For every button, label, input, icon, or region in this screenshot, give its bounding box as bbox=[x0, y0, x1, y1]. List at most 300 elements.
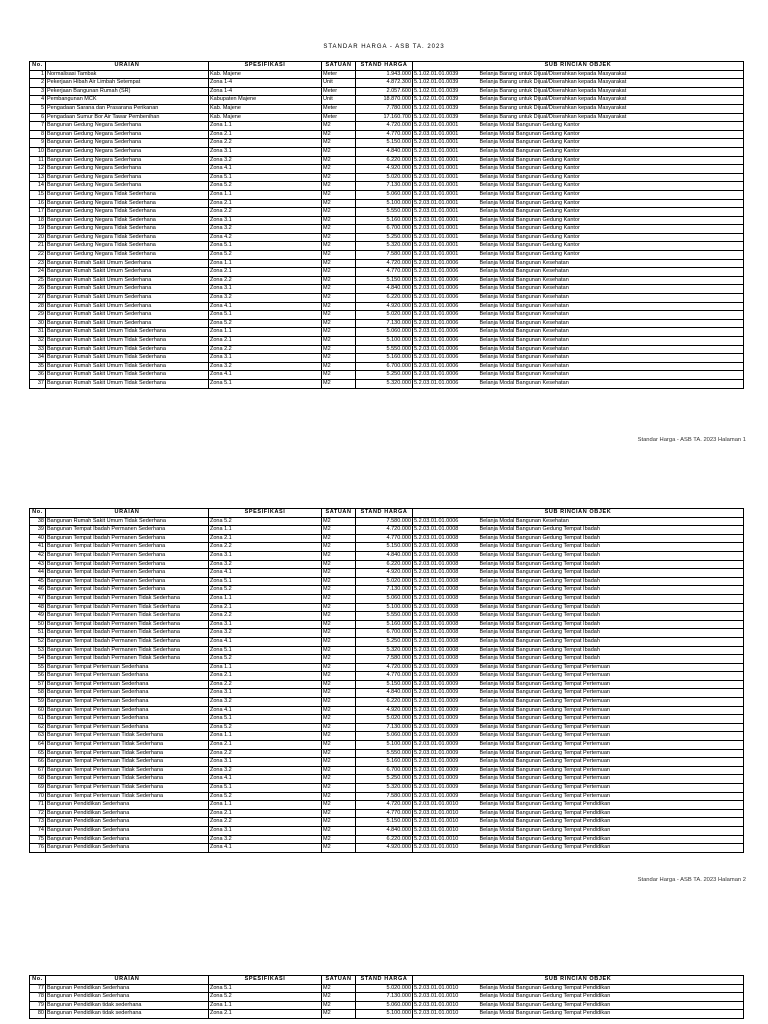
row-kode: 5.2.03.01.01.0001 bbox=[413, 165, 479, 174]
row-spesifikasi: Zona 2.2 bbox=[209, 139, 322, 148]
row-satuan: M2 bbox=[322, 766, 356, 775]
row-spesifikasi: Zona 1.1 bbox=[209, 259, 322, 268]
row-objek: Belanja Modal Bangunan Kesehatan bbox=[479, 268, 744, 277]
table-row bbox=[30, 328, 744, 337]
row-harga: 6.700.000 bbox=[356, 362, 413, 371]
row-satuan: M2 bbox=[322, 526, 356, 535]
row-harga: 4.770.000 bbox=[356, 268, 413, 277]
row-spesifikasi: Zona 3.2 bbox=[209, 156, 322, 165]
table-row bbox=[30, 620, 744, 629]
row-spesifikasi: Zona 2.2 bbox=[209, 543, 322, 552]
page-footer: Standar Harga - ASB TA. 2023 Halaman 2 bbox=[637, 877, 746, 883]
row-harga: 4.840.000 bbox=[356, 826, 413, 835]
row-satuan: M2 bbox=[322, 302, 356, 311]
row-spesifikasi: Zona 1.1 bbox=[209, 1001, 322, 1010]
row-uraian: Normalisasi Tambak bbox=[46, 70, 209, 79]
row-uraian: Bangunan Rumah Sakit Umum Sederhana bbox=[46, 268, 209, 277]
row-number: 58 bbox=[30, 689, 46, 698]
row-spesifikasi: Zona 5.1 bbox=[209, 173, 322, 182]
row-kode: 5.2.03.01.01.0006 bbox=[413, 337, 479, 346]
row-harga: 6.700.000 bbox=[356, 629, 413, 638]
row-objek: Belanja Modal Bangunan Gedung Tempat Pertemuan bbox=[479, 698, 744, 707]
row-kode: 5.2.03.01.01.0009 bbox=[413, 766, 479, 775]
row-harga: 4.720.000 bbox=[356, 122, 413, 131]
row-uraian: Bangunan Rumah Sakit Umum Sederhana bbox=[46, 311, 209, 320]
row-harga: 7.780.000 bbox=[356, 104, 413, 113]
row-kode: 5.2.03.01.01.0006 bbox=[413, 302, 479, 311]
row-kode: 5.2.03.01.01.0010 bbox=[413, 984, 479, 993]
table-row bbox=[30, 715, 744, 724]
row-harga: 5.250.000 bbox=[356, 233, 413, 242]
row-satuan: M2 bbox=[322, 156, 356, 165]
row-objek: Belanja Modal Bangunan Kesehatan bbox=[479, 285, 744, 294]
row-harga: 5.020.000 bbox=[356, 311, 413, 320]
row-harga: 5.250.000 bbox=[356, 637, 413, 646]
row-objek: Belanja Modal Bangunan Kesehatan bbox=[479, 294, 744, 303]
row-satuan: M2 bbox=[322, 723, 356, 732]
header-sub-rincian-objek: SUB RINCIAN OBJEK bbox=[413, 509, 744, 518]
row-spesifikasi: Zona 4.1 bbox=[209, 371, 322, 380]
row-number: 23 bbox=[30, 259, 46, 268]
row-spesifikasi: Zona 5.2 bbox=[209, 586, 322, 595]
row-number: 34 bbox=[30, 354, 46, 363]
row-spesifikasi: Zona 3.1 bbox=[209, 285, 322, 294]
row-spesifikasi: Zona 3.1 bbox=[209, 826, 322, 835]
row-uraian: Bangunan Pendidikan tidak sederhana bbox=[46, 1001, 209, 1010]
row-objek: Belanja Modal Bangunan Gedung Tempat Ibadah bbox=[479, 569, 744, 578]
row-number: 17 bbox=[30, 208, 46, 217]
price-table-page-2 bbox=[29, 508, 744, 853]
row-harga: 5.160.000 bbox=[356, 354, 413, 363]
table-row bbox=[30, 362, 744, 371]
row-number: 22 bbox=[30, 251, 46, 260]
table-row bbox=[30, 242, 744, 251]
row-objek: Belanja Modal Bangunan Kesehatan bbox=[479, 379, 744, 388]
row-harga: 5.100.000 bbox=[356, 741, 413, 750]
row-kode: 5.2.03.01.01.0006 bbox=[413, 294, 479, 303]
row-number: 41 bbox=[30, 543, 46, 552]
row-uraian: Bangunan Gedung Negara Sederhana bbox=[46, 173, 209, 182]
row-uraian: Bangunan Tempat Pertemuan Tidak Sederhana bbox=[46, 732, 209, 741]
row-spesifikasi: Zona 2.2 bbox=[209, 345, 322, 354]
row-harga: 18.870.000 bbox=[356, 96, 413, 105]
row-objek: Belanja Modal Bangunan Gedung Kantor bbox=[479, 173, 744, 182]
row-spesifikasi: Zona 1.1 bbox=[209, 801, 322, 810]
row-harga: 7.580.000 bbox=[356, 251, 413, 260]
row-uraian: Bangunan Gedung Negara Sederhana bbox=[46, 156, 209, 165]
row-kode: 5.2.03.01.01.0008 bbox=[413, 637, 479, 646]
row-satuan: M2 bbox=[322, 285, 356, 294]
row-uraian: Bangunan Tempat Ibadah Permanen Tidak Sederhana bbox=[46, 655, 209, 664]
row-spesifikasi: Zona 5.2 bbox=[209, 182, 322, 191]
table-row bbox=[30, 130, 744, 139]
row-satuan: M2 bbox=[322, 517, 356, 526]
row-uraian: Bangunan Tempat Ibadah Permanen Sederhana bbox=[46, 586, 209, 595]
row-satuan: Meter bbox=[322, 70, 356, 79]
row-uraian: Bangunan Tempat Pertemuan Sederhana bbox=[46, 723, 209, 732]
row-spesifikasi: Zona 2.2 bbox=[209, 680, 322, 689]
row-objek: Belanja Modal Bangunan Gedung Tempat Pertemuan bbox=[479, 741, 744, 750]
header-stand-harga: STAND HARGA bbox=[356, 976, 413, 985]
row-number: 42 bbox=[30, 551, 46, 560]
table-row bbox=[30, 844, 744, 853]
row-uraian: Bangunan Tempat Ibadah Permanen Sederhana bbox=[46, 526, 209, 535]
row-satuan: M2 bbox=[322, 233, 356, 242]
row-kode: 5.2.03.01.01.0006 bbox=[413, 371, 479, 380]
row-harga: 5.150.000 bbox=[356, 276, 413, 285]
row-harga: 4.920.000 bbox=[356, 165, 413, 174]
row-number: 79 bbox=[30, 1001, 46, 1010]
row-uraian: Bangunan Tempat Pertemuan Sederhana bbox=[46, 715, 209, 724]
row-satuan: M2 bbox=[322, 741, 356, 750]
row-spesifikasi: Zona 2.1 bbox=[209, 337, 322, 346]
table-row bbox=[30, 319, 744, 328]
row-kode: 5.2.03.01.01.0001 bbox=[413, 173, 479, 182]
row-uraian: Pengadaan Sumur Bor Air Tawar Pembenihan bbox=[46, 113, 209, 122]
table-row bbox=[30, 732, 744, 741]
table-row bbox=[30, 801, 744, 810]
row-satuan: M2 bbox=[322, 792, 356, 801]
row-number: 66 bbox=[30, 758, 46, 767]
row-number: 69 bbox=[30, 784, 46, 793]
row-satuan: Meter bbox=[322, 104, 356, 113]
row-uraian: Bangunan Tempat Ibadah Permanen Tidak Sederhana bbox=[46, 629, 209, 638]
row-harga: 5.020.000 bbox=[356, 984, 413, 993]
row-uraian: Bangunan Pendidikan Sederhana bbox=[46, 835, 209, 844]
row-spesifikasi: Zona 5.1 bbox=[209, 646, 322, 655]
row-number: 20 bbox=[30, 233, 46, 242]
row-number: 21 bbox=[30, 242, 46, 251]
row-kode: 5.2.03.01.01.0008 bbox=[413, 586, 479, 595]
row-spesifikasi: Zona 2.1 bbox=[209, 199, 322, 208]
row-number: 39 bbox=[30, 526, 46, 535]
row-satuan: M2 bbox=[322, 844, 356, 853]
row-kode: 5.2.03.01.01.0006 bbox=[413, 276, 479, 285]
row-harga: 5.250.000 bbox=[356, 775, 413, 784]
row-satuan: M2 bbox=[322, 130, 356, 139]
row-uraian: Bangunan Tempat Pertemuan Tidak Sederhana bbox=[46, 749, 209, 758]
table-row bbox=[30, 1010, 744, 1019]
row-kode: 5.2.03.01.01.0009 bbox=[413, 706, 479, 715]
row-spesifikasi: Zona 2.2 bbox=[209, 208, 322, 217]
table-row bbox=[30, 637, 744, 646]
row-objek: Belanja Modal Bangunan Gedung Tempat Ibadah bbox=[479, 543, 744, 552]
row-number: 35 bbox=[30, 362, 46, 371]
row-uraian: Pengadaan Sarana dan Prasarana Perikanan bbox=[46, 104, 209, 113]
row-kode: 5.2.03.01.01.0009 bbox=[413, 689, 479, 698]
row-kode: 5.2.03.01.01.0001 bbox=[413, 190, 479, 199]
row-satuan: M2 bbox=[322, 354, 356, 363]
row-harga: 5.150.000 bbox=[356, 543, 413, 552]
row-satuan: M2 bbox=[322, 603, 356, 612]
row-uraian: Bangunan Tempat Pertemuan Tidak Sederhana bbox=[46, 766, 209, 775]
table-row bbox=[30, 672, 744, 681]
row-kode: 5.2.03.01.01.0008 bbox=[413, 646, 479, 655]
row-harga: 4.920.000 bbox=[356, 706, 413, 715]
row-uraian: Bangunan Pendidikan Sederhana bbox=[46, 844, 209, 853]
table-row bbox=[30, 655, 744, 664]
row-spesifikasi: Zona 5.1 bbox=[209, 784, 322, 793]
row-harga: 6.220.000 bbox=[356, 698, 413, 707]
row-satuan: M2 bbox=[322, 534, 356, 543]
row-objek: Belanja Modal Bangunan Gedung Tempat Pertemuan bbox=[479, 715, 744, 724]
row-number: 49 bbox=[30, 612, 46, 621]
row-objek: Belanja Modal Bangunan Gedung Tempat Pertemuan bbox=[479, 723, 744, 732]
row-kode: 5.2.03.01.01.0006 bbox=[413, 268, 479, 277]
row-kode: 5.2.03.01.01.0001 bbox=[413, 199, 479, 208]
row-kode: 5.2.03.01.01.0006 bbox=[413, 517, 479, 526]
row-objek: Belanja Modal Bangunan Gedung Kantor bbox=[479, 251, 744, 260]
row-number: 46 bbox=[30, 586, 46, 595]
row-spesifikasi: Zona 5.2 bbox=[209, 655, 322, 664]
table-row bbox=[30, 165, 744, 174]
row-kode: 5.2.03.01.01.0008 bbox=[413, 577, 479, 586]
row-number: 76 bbox=[30, 844, 46, 853]
row-objek: Belanja Modal Bangunan Gedung Tempat Pertemuan bbox=[479, 792, 744, 801]
row-kode: 5.2.03.01.01.0008 bbox=[413, 612, 479, 621]
row-kode: 5.2.03.01.01.0010 bbox=[413, 826, 479, 835]
table-row bbox=[30, 182, 744, 191]
row-objek: Belanja Modal Bangunan Gedung Tempat Pertemuan bbox=[479, 732, 744, 741]
table-header-row bbox=[30, 509, 744, 518]
row-spesifikasi: Zona 5.2 bbox=[209, 792, 322, 801]
row-objek: Belanja Modal Bangunan Gedung Tempat Pertemuan bbox=[479, 758, 744, 767]
row-kode: 5.2.03.01.01.0001 bbox=[413, 208, 479, 217]
row-number: 6 bbox=[30, 113, 46, 122]
row-kode: 5.2.03.01.01.0001 bbox=[413, 251, 479, 260]
row-spesifikasi: Zona 1.1 bbox=[209, 732, 322, 741]
row-uraian: Bangunan Tempat Ibadah Permanen Sederhana bbox=[46, 543, 209, 552]
row-number: 43 bbox=[30, 560, 46, 569]
row-spesifikasi: Zona 5.1 bbox=[209, 242, 322, 251]
row-kode: 5.2.03.01.01.0006 bbox=[413, 328, 479, 337]
row-harga: 5.100.000 bbox=[356, 603, 413, 612]
row-spesifikasi: Kab. Majene bbox=[209, 104, 322, 113]
table-row bbox=[30, 826, 744, 835]
row-kode: 5.2.03.01.01.0008 bbox=[413, 620, 479, 629]
row-kode: 5.2.03.01.01.0010 bbox=[413, 801, 479, 810]
row-kode: 5.2.03.01.01.0001 bbox=[413, 242, 479, 251]
row-satuan: M2 bbox=[322, 993, 356, 1002]
row-satuan: M2 bbox=[322, 758, 356, 767]
row-satuan: M2 bbox=[322, 1001, 356, 1010]
table-row bbox=[30, 1001, 744, 1010]
row-harga: 4.872.300 bbox=[356, 79, 413, 88]
row-satuan: M2 bbox=[322, 984, 356, 993]
row-satuan: M2 bbox=[322, 1010, 356, 1019]
row-number: 40 bbox=[30, 534, 46, 543]
row-harga: 5.020.000 bbox=[356, 715, 413, 724]
row-spesifikasi: Zona 2.2 bbox=[209, 749, 322, 758]
row-objek: Belanja Modal Bangunan Gedung Tempat Ibadah bbox=[479, 586, 744, 595]
row-uraian: Bangunan Rumah Sakit Umum Tidak Sederhana bbox=[46, 337, 209, 346]
row-uraian: Bangunan Pendidikan Sederhana bbox=[46, 818, 209, 827]
row-satuan: M2 bbox=[322, 663, 356, 672]
row-uraian: Bangunan Gedung Negara Tidak Sederhana bbox=[46, 208, 209, 217]
table-row bbox=[30, 526, 744, 535]
row-uraian: Bangunan Tempat Ibadah Permanen Tidak Sederhana bbox=[46, 637, 209, 646]
row-harga: 5.150.000 bbox=[356, 139, 413, 148]
row-kode: 5.2.03.01.01.0008 bbox=[413, 603, 479, 612]
row-spesifikasi: Zona 1.1 bbox=[209, 190, 322, 199]
row-uraian: Bangunan Pendidikan Sederhana bbox=[46, 993, 209, 1002]
header-no: No. bbox=[30, 976, 46, 985]
row-number: 56 bbox=[30, 672, 46, 681]
row-objek: Belanja Barang untuk Dijual/Diserahkan kepada Masyarakat bbox=[479, 70, 744, 79]
row-spesifikasi: Zona 3.2 bbox=[209, 629, 322, 638]
table-row bbox=[30, 156, 744, 165]
table-row bbox=[30, 122, 744, 131]
row-satuan: M2 bbox=[322, 328, 356, 337]
row-number: 59 bbox=[30, 698, 46, 707]
row-number: 10 bbox=[30, 147, 46, 156]
table-header-row bbox=[30, 976, 744, 985]
row-number: 53 bbox=[30, 646, 46, 655]
table-row bbox=[30, 233, 744, 242]
table-row bbox=[30, 603, 744, 612]
row-objek: Belanja Modal Bangunan Kesehatan bbox=[479, 319, 744, 328]
row-uraian: Bangunan Tempat Pertemuan Sederhana bbox=[46, 663, 209, 672]
row-objek: Belanja Modal Bangunan Gedung Tempat Pertemuan bbox=[479, 706, 744, 715]
row-uraian: Bangunan Tempat Ibadah Permanen Sederhana bbox=[46, 551, 209, 560]
row-objek: Belanja Barang untuk Dijual/Diserahkan kepada Masyarakat bbox=[479, 104, 744, 113]
row-uraian: Bangunan Gedung Negara Tidak Sederhana bbox=[46, 216, 209, 225]
row-objek: Belanja Modal Bangunan Gedung Tempat Pertemuan bbox=[479, 784, 744, 793]
table-row bbox=[30, 612, 744, 621]
row-objek: Belanja Modal Bangunan Gedung Tempat Ibadah bbox=[479, 594, 744, 603]
row-objek: Belanja Modal Bangunan Gedung Kantor bbox=[479, 242, 744, 251]
row-uraian: Bangunan Tempat Pertemuan Tidak Sederhana bbox=[46, 792, 209, 801]
row-uraian: Bangunan Rumah Sakit Umum Tidak Sederhana bbox=[46, 362, 209, 371]
row-harga: 5.150.000 bbox=[356, 680, 413, 689]
row-satuan: M2 bbox=[322, 577, 356, 586]
row-harga: 4.720.000 bbox=[356, 663, 413, 672]
table-row bbox=[30, 294, 744, 303]
row-number: 60 bbox=[30, 706, 46, 715]
row-number: 77 bbox=[30, 984, 46, 993]
table-row bbox=[30, 663, 744, 672]
row-kode: 5.2.03.01.01.0001 bbox=[413, 233, 479, 242]
row-spesifikasi: Zona 4.1 bbox=[209, 637, 322, 646]
row-uraian: Bangunan Rumah Sakit Umum Sederhana bbox=[46, 276, 209, 285]
row-uraian: Bangunan Pendidikan Sederhana bbox=[46, 801, 209, 810]
row-objek: Belanja Modal Bangunan Gedung Tempat Ibadah bbox=[479, 620, 744, 629]
row-harga: 4.770.000 bbox=[356, 809, 413, 818]
row-number: 47 bbox=[30, 594, 46, 603]
row-spesifikasi: Zona 3.1 bbox=[209, 689, 322, 698]
row-satuan: M2 bbox=[322, 147, 356, 156]
row-uraian: Bangunan Rumah Sakit Umum Tidak Sederhana bbox=[46, 371, 209, 380]
table-row bbox=[30, 371, 744, 380]
row-spesifikasi: Zona 3.2 bbox=[209, 835, 322, 844]
row-satuan: M2 bbox=[322, 569, 356, 578]
row-kode: 5.2.03.01.01.0010 bbox=[413, 1001, 479, 1010]
table-row bbox=[30, 577, 744, 586]
row-kode: 5.2.03.01.01.0008 bbox=[413, 655, 479, 664]
row-spesifikasi: Kab. Majene bbox=[209, 113, 322, 122]
table-row bbox=[30, 285, 744, 294]
row-number: 50 bbox=[30, 620, 46, 629]
row-kode: 5.2.03.01.01.0008 bbox=[413, 534, 479, 543]
row-harga: 5.320.000 bbox=[356, 784, 413, 793]
table-row bbox=[30, 723, 744, 732]
table-row bbox=[30, 147, 744, 156]
row-harga: 5.160.000 bbox=[356, 216, 413, 225]
row-spesifikasi: Zona 5.1 bbox=[209, 379, 322, 388]
row-uraian: Pekerjaan Bangunan Rumah (SR) bbox=[46, 87, 209, 96]
row-number: 54 bbox=[30, 655, 46, 664]
row-harga: 7.130.000 bbox=[356, 993, 413, 1002]
row-kode: 5.2.03.01.01.0001 bbox=[413, 156, 479, 165]
row-kode: 5.2.03.01.01.0008 bbox=[413, 629, 479, 638]
row-harga: 4.840.000 bbox=[356, 689, 413, 698]
row-number: 26 bbox=[30, 285, 46, 294]
row-objek: Belanja Modal Bangunan Gedung Tempat Pendidikan bbox=[479, 984, 744, 993]
row-spesifikasi: Zona 3.1 bbox=[209, 354, 322, 363]
row-number: 8 bbox=[30, 130, 46, 139]
row-spesifikasi: Zona 3.2 bbox=[209, 362, 322, 371]
row-spesifikasi: Zona 2.1 bbox=[209, 809, 322, 818]
row-harga: 7.130.000 bbox=[356, 319, 413, 328]
row-kode: 5.2.03.01.01.0001 bbox=[413, 147, 479, 156]
row-objek: Belanja Modal Bangunan Kesehatan bbox=[479, 362, 744, 371]
row-satuan: M2 bbox=[322, 689, 356, 698]
row-satuan: M2 bbox=[322, 586, 356, 595]
row-spesifikasi: Zona 5.2 bbox=[209, 251, 322, 260]
row-spesifikasi: Zona 2.1 bbox=[209, 672, 322, 681]
row-satuan: M2 bbox=[322, 182, 356, 191]
row-kode: 5.2.03.01.01.0008 bbox=[413, 569, 479, 578]
table-row bbox=[30, 251, 744, 260]
row-satuan: M2 bbox=[322, 216, 356, 225]
row-satuan: M2 bbox=[322, 225, 356, 234]
row-harga: 5.060.000 bbox=[356, 594, 413, 603]
row-satuan: Meter bbox=[322, 87, 356, 96]
row-harga: 5.060.000 bbox=[356, 328, 413, 337]
table-row bbox=[30, 113, 744, 122]
row-harga: 5.100.000 bbox=[356, 199, 413, 208]
row-satuan: M2 bbox=[322, 629, 356, 638]
row-number: 18 bbox=[30, 216, 46, 225]
row-uraian: Pembangunan MCK bbox=[46, 96, 209, 105]
row-uraian: Bangunan Tempat Ibadah Permanen Sederhana bbox=[46, 569, 209, 578]
row-harga: 7.580.000 bbox=[356, 792, 413, 801]
row-satuan: M2 bbox=[322, 311, 356, 320]
row-uraian: Bangunan Rumah Sakit Umum Sederhana bbox=[46, 319, 209, 328]
row-kode: 5.2.03.01.01.0008 bbox=[413, 594, 479, 603]
row-satuan: M2 bbox=[322, 732, 356, 741]
row-satuan: M2 bbox=[322, 826, 356, 835]
row-spesifikasi: Zona 3.2 bbox=[209, 698, 322, 707]
row-satuan: M2 bbox=[322, 139, 356, 148]
row-number: 36 bbox=[30, 371, 46, 380]
row-spesifikasi: Zona 3.2 bbox=[209, 225, 322, 234]
row-harga: 5.060.000 bbox=[356, 732, 413, 741]
row-objek: Belanja Modal Bangunan Kesehatan bbox=[479, 302, 744, 311]
row-objek: Belanja Modal Bangunan Gedung Tempat Pertemuan bbox=[479, 663, 744, 672]
row-satuan: M2 bbox=[322, 362, 356, 371]
row-spesifikasi: Zona 2.2 bbox=[209, 276, 322, 285]
row-satuan: M2 bbox=[322, 190, 356, 199]
row-kode: 5.2.03.01.01.0009 bbox=[413, 792, 479, 801]
row-objek: Belanja Modal Bangunan Kesehatan bbox=[479, 371, 744, 380]
row-number: 73 bbox=[30, 818, 46, 827]
row-number: 11 bbox=[30, 156, 46, 165]
row-harga: 5.160.000 bbox=[356, 620, 413, 629]
row-objek: Belanja Modal Bangunan Gedung Kantor bbox=[479, 139, 744, 148]
row-harga: 4.720.000 bbox=[356, 801, 413, 810]
table-row bbox=[30, 792, 744, 801]
